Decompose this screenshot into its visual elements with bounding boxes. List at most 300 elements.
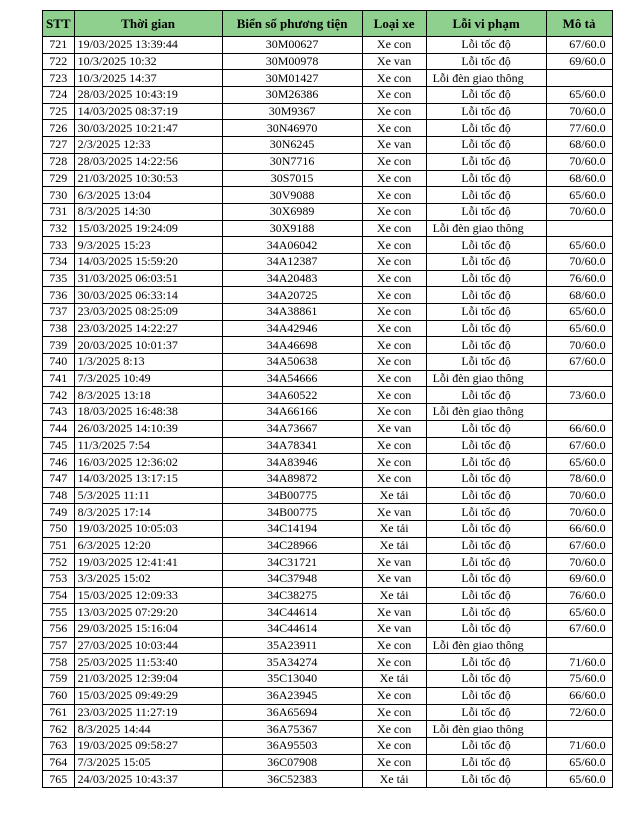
stt-cell: 727	[43, 137, 75, 154]
table-row	[43, 771, 613, 788]
violation-cell: Lỗi đèn giao thông	[426, 637, 546, 654]
table-row	[43, 387, 613, 404]
description-cell: 73/60.0	[546, 387, 612, 404]
description-cell: 70/60.0	[546, 487, 612, 504]
vehicle-type-cell: Xe con	[362, 153, 426, 170]
violation-cell: Lỗi đèn giao thông	[426, 404, 546, 421]
stt-cell: 732	[43, 220, 75, 237]
violation-cell: Lỗi tốc độ	[426, 53, 546, 70]
description-cell: 65/60.0	[546, 604, 612, 621]
vehicle-type-cell: Xe van	[362, 621, 426, 638]
stt-cell: 744	[43, 420, 75, 437]
time-cell: 30/03/2025 10:21:47	[74, 120, 222, 137]
table-row	[43, 504, 613, 521]
plate-cell: 34C38275	[222, 587, 362, 604]
vehicle-type-cell: Xe tải	[362, 771, 426, 788]
violation-cell: Lỗi tốc độ	[426, 571, 546, 588]
time-cell: 26/03/2025 14:10:39	[74, 420, 222, 437]
header-description: Mô tả	[546, 11, 612, 37]
vehicle-type-cell: Xe con	[362, 354, 426, 371]
description-cell: 66/60.0	[546, 420, 612, 437]
table-row	[43, 420, 613, 437]
time-cell: 9/3/2025 15:23	[74, 237, 222, 254]
plate-cell: 34B00775	[222, 504, 362, 521]
table-row	[43, 370, 613, 387]
description-cell: 68/60.0	[546, 170, 612, 187]
vehicle-type-cell: Xe tải	[362, 671, 426, 688]
table-row	[43, 637, 613, 654]
time-cell: 28/03/2025 10:43:19	[74, 87, 222, 104]
vehicle-type-cell: Xe con	[362, 203, 426, 220]
table-row	[43, 604, 613, 621]
violations-table-container	[42, 10, 613, 788]
description-cell: 65/60.0	[546, 187, 612, 204]
plate-cell: 34C44614	[222, 604, 362, 621]
description-cell: 75/60.0	[546, 671, 612, 688]
stt-cell: 764	[43, 754, 75, 771]
plate-cell: 30N6245	[222, 137, 362, 154]
stt-cell: 734	[43, 253, 75, 270]
violation-cell: Lỗi tốc độ	[426, 654, 546, 671]
plate-cell: 36A75367	[222, 721, 362, 738]
violation-cell: Lỗi tốc độ	[426, 354, 546, 371]
time-cell: 15/03/2025 12:09:33	[74, 587, 222, 604]
header-stt: STT	[43, 11, 75, 37]
vehicle-type-cell: Xe con	[362, 120, 426, 137]
violation-cell: Lỗi tốc độ	[426, 103, 546, 120]
table-row	[43, 571, 613, 588]
violation-cell: Lỗi tốc độ	[426, 420, 546, 437]
plate-cell: 34A50638	[222, 354, 362, 371]
time-cell: 8/3/2025 14:30	[74, 203, 222, 220]
violation-cell: Lỗi tốc độ	[426, 537, 546, 554]
time-cell: 14/03/2025 08:37:19	[74, 103, 222, 120]
description-cell: 70/60.0	[546, 103, 612, 120]
stt-cell: 724	[43, 87, 75, 104]
violation-cell: Lỗi tốc độ	[426, 621, 546, 638]
description-cell	[546, 637, 612, 654]
stt-cell: 747	[43, 470, 75, 487]
description-cell: 72/60.0	[546, 704, 612, 721]
vehicle-type-cell: Xe con	[362, 37, 426, 54]
stt-cell: 731	[43, 203, 75, 220]
table-row	[43, 103, 613, 120]
stt-cell: 741	[43, 370, 75, 387]
stt-cell: 748	[43, 487, 75, 504]
stt-cell: 735	[43, 270, 75, 287]
time-cell: 15/03/2025 19:24:09	[74, 220, 222, 237]
violation-cell: Lỗi tốc độ	[426, 287, 546, 304]
description-cell: 78/60.0	[546, 470, 612, 487]
description-cell: 70/60.0	[546, 337, 612, 354]
vehicle-type-cell: Xe con	[362, 287, 426, 304]
description-cell: 70/60.0	[546, 554, 612, 571]
violation-cell: Lỗi đèn giao thông	[426, 370, 546, 387]
violation-cell: Lỗi tốc độ	[426, 253, 546, 270]
plate-cell: 34A20483	[222, 270, 362, 287]
description-cell	[546, 721, 612, 738]
stt-cell: 736	[43, 287, 75, 304]
vehicle-type-cell: Xe con	[362, 470, 426, 487]
plate-cell: 30M00627	[222, 37, 362, 54]
vehicle-type-cell: Xe tải	[362, 487, 426, 504]
description-cell: 71/60.0	[546, 737, 612, 754]
plate-cell: 30N7716	[222, 153, 362, 170]
description-cell: 67/60.0	[546, 437, 612, 454]
header-violation: Lỗi vi phạm	[426, 11, 546, 37]
plate-cell: 34C28966	[222, 537, 362, 554]
violation-cell: Lỗi đèn giao thông	[426, 70, 546, 87]
stt-cell: 758	[43, 654, 75, 671]
description-cell: 69/60.0	[546, 53, 612, 70]
description-cell: 67/60.0	[546, 37, 612, 54]
description-cell: 70/60.0	[546, 153, 612, 170]
vehicle-type-cell: Xe van	[362, 554, 426, 571]
table-row	[43, 87, 613, 104]
table-row	[43, 220, 613, 237]
vehicle-type-cell: Xe van	[362, 604, 426, 621]
vehicle-type-cell: Xe van	[362, 504, 426, 521]
time-cell: 24/03/2025 10:43:37	[74, 771, 222, 788]
violation-cell: Lỗi tốc độ	[426, 187, 546, 204]
stt-cell: 752	[43, 554, 75, 571]
table-row	[43, 287, 613, 304]
stt-cell: 751	[43, 537, 75, 554]
vehicle-type-cell: Xe con	[362, 103, 426, 120]
table-row	[43, 53, 613, 70]
violation-cell: Lỗi tốc độ	[426, 470, 546, 487]
table-row	[43, 687, 613, 704]
stt-cell: 765	[43, 771, 75, 788]
stt-cell: 759	[43, 671, 75, 688]
stt-cell: 757	[43, 637, 75, 654]
plate-cell: 34A38861	[222, 304, 362, 321]
time-cell: 7/3/2025 10:49	[74, 370, 222, 387]
violation-cell: Lỗi tốc độ	[426, 304, 546, 321]
vehicle-type-cell: Xe tải	[362, 537, 426, 554]
stt-cell: 750	[43, 520, 75, 537]
plate-cell: 35A34274	[222, 654, 362, 671]
plate-cell: 34A73667	[222, 420, 362, 437]
table-row	[43, 671, 613, 688]
time-cell: 13/03/2025 07:29:20	[74, 604, 222, 621]
table-row	[43, 470, 613, 487]
vehicle-type-cell: Xe con	[362, 404, 426, 421]
plate-cell: 34A83946	[222, 454, 362, 471]
table-row	[43, 320, 613, 337]
vehicle-type-cell: Xe con	[362, 737, 426, 754]
plate-cell: 36C52383	[222, 771, 362, 788]
table-row	[43, 187, 613, 204]
vehicle-type-cell: Xe con	[362, 454, 426, 471]
description-cell	[546, 404, 612, 421]
plate-cell: 36A95503	[222, 737, 362, 754]
stt-cell: 725	[43, 103, 75, 120]
time-cell: 8/3/2025 17:14	[74, 504, 222, 521]
stt-cell: 760	[43, 687, 75, 704]
time-cell: 1/3/2025 8:13	[74, 354, 222, 371]
plate-cell: 30S7015	[222, 170, 362, 187]
vehicle-type-cell: Xe con	[362, 70, 426, 87]
violation-cell: Lỗi đèn giao thông	[426, 721, 546, 738]
plate-cell: 36C07908	[222, 754, 362, 771]
description-cell: 69/60.0	[546, 571, 612, 588]
description-cell: 66/60.0	[546, 687, 612, 704]
table-row	[43, 654, 613, 671]
description-cell: 68/60.0	[546, 287, 612, 304]
header-time: Thời gian	[74, 11, 222, 37]
time-cell: 19/03/2025 09:58:27	[74, 737, 222, 754]
time-cell: 23/03/2025 14:22:27	[74, 320, 222, 337]
plate-cell: 35A23911	[222, 637, 362, 654]
time-cell: 19/03/2025 10:05:03	[74, 520, 222, 537]
stt-cell: 742	[43, 387, 75, 404]
time-cell: 30/03/2025 06:33:14	[74, 287, 222, 304]
table-body	[43, 37, 613, 788]
time-cell: 23/03/2025 08:25:09	[74, 304, 222, 321]
header-vehicle-type: Loại xe	[362, 11, 426, 37]
description-cell: 76/60.0	[546, 270, 612, 287]
violation-cell: Lỗi tốc độ	[426, 337, 546, 354]
stt-cell: 739	[43, 337, 75, 354]
vehicle-type-cell: Xe van	[362, 571, 426, 588]
table-row	[43, 721, 613, 738]
description-cell	[546, 70, 612, 87]
stt-cell: 763	[43, 737, 75, 754]
plate-cell: 34C44614	[222, 621, 362, 638]
vehicle-type-cell: Xe con	[362, 370, 426, 387]
plate-cell: 34A60522	[222, 387, 362, 404]
plate-cell: 34A06042	[222, 237, 362, 254]
violation-cell: Lỗi đèn giao thông	[426, 220, 546, 237]
violation-cell: Lỗi tốc độ	[426, 504, 546, 521]
table-row	[43, 587, 613, 604]
table-row	[43, 520, 613, 537]
violation-cell: Lỗi tốc độ	[426, 37, 546, 54]
vehicle-type-cell: Xe con	[362, 437, 426, 454]
description-cell: 65/60.0	[546, 320, 612, 337]
description-cell: 67/60.0	[546, 354, 612, 371]
description-cell: 70/60.0	[546, 203, 612, 220]
vehicle-type-cell: Xe con	[362, 687, 426, 704]
time-cell: 14/03/2025 13:17:15	[74, 470, 222, 487]
table-row	[43, 487, 613, 504]
plate-cell: 34C31721	[222, 554, 362, 571]
violation-cell: Lỗi tốc độ	[426, 671, 546, 688]
time-cell: 6/3/2025 12:20	[74, 537, 222, 554]
table-row	[43, 203, 613, 220]
vehicle-type-cell: Xe van	[362, 53, 426, 70]
stt-cell: 756	[43, 621, 75, 638]
description-cell: 68/60.0	[546, 137, 612, 154]
time-cell: 11/3/2025 7:54	[74, 437, 222, 454]
time-cell: 10/3/2025 10:32	[74, 53, 222, 70]
table-row	[43, 754, 613, 771]
stt-cell: 728	[43, 153, 75, 170]
vehicle-type-cell: Xe con	[362, 721, 426, 738]
violation-cell: Lỗi tốc độ	[426, 520, 546, 537]
stt-cell: 721	[43, 37, 75, 54]
header-plate: Biển số phương tiện	[222, 11, 362, 37]
plate-cell: 34A42946	[222, 320, 362, 337]
time-cell: 2/3/2025 12:33	[74, 137, 222, 154]
vehicle-type-cell: Xe tải	[362, 520, 426, 537]
table-row	[43, 70, 613, 87]
vehicle-type-cell: Xe con	[362, 754, 426, 771]
table-row	[43, 337, 613, 354]
table-row	[43, 454, 613, 471]
time-cell: 5/3/2025 11:11	[74, 487, 222, 504]
plate-cell: 30X6989	[222, 203, 362, 220]
plate-cell: 34A89872	[222, 470, 362, 487]
stt-cell: 722	[43, 53, 75, 70]
plate-cell: 30M26386	[222, 87, 362, 104]
stt-cell: 738	[43, 320, 75, 337]
plate-cell: 34C14194	[222, 520, 362, 537]
plate-cell: 35C13040	[222, 671, 362, 688]
stt-cell: 755	[43, 604, 75, 621]
description-cell: 71/60.0	[546, 654, 612, 671]
vehicle-type-cell: Xe con	[362, 637, 426, 654]
time-cell: 15/03/2025 09:49:29	[74, 687, 222, 704]
description-cell: 65/60.0	[546, 454, 612, 471]
time-cell: 25/03/2025 11:53:40	[74, 654, 222, 671]
description-cell: 65/60.0	[546, 771, 612, 788]
plate-cell: 34A66166	[222, 404, 362, 421]
table-row	[43, 354, 613, 371]
vehicle-type-cell: Xe con	[362, 87, 426, 104]
violation-cell: Lỗi tốc độ	[426, 604, 546, 621]
time-cell: 19/03/2025 12:41:41	[74, 554, 222, 571]
time-cell: 16/03/2025 12:36:02	[74, 454, 222, 471]
vehicle-type-cell: Xe van	[362, 137, 426, 154]
violation-cell: Lỗi tốc độ	[426, 87, 546, 104]
table-row	[43, 304, 613, 321]
header-row	[43, 11, 613, 37]
description-cell: 70/60.0	[546, 504, 612, 521]
table-row	[43, 704, 613, 721]
plate-cell: 36A65694	[222, 704, 362, 721]
time-cell: 23/03/2025 11:27:19	[74, 704, 222, 721]
vehicle-type-cell: Xe con	[362, 304, 426, 321]
time-cell: 28/03/2025 14:22:56	[74, 153, 222, 170]
violation-cell: Lỗi tốc độ	[426, 120, 546, 137]
stt-cell: 761	[43, 704, 75, 721]
vehicle-type-cell: Xe con	[362, 337, 426, 354]
description-cell: 77/60.0	[546, 120, 612, 137]
violation-cell: Lỗi tốc độ	[426, 203, 546, 220]
vehicle-type-cell: Xe con	[362, 237, 426, 254]
table-row	[43, 120, 613, 137]
time-cell: 3/3/2025 15:02	[74, 571, 222, 588]
stt-cell: 754	[43, 587, 75, 604]
description-cell	[546, 370, 612, 387]
stt-cell: 733	[43, 237, 75, 254]
stt-cell: 749	[43, 504, 75, 521]
vehicle-type-cell: Xe con	[362, 187, 426, 204]
plate-cell: 34A54666	[222, 370, 362, 387]
vehicle-type-cell: Xe con	[362, 270, 426, 287]
stt-cell: 762	[43, 721, 75, 738]
time-cell: 21/03/2025 12:39:04	[74, 671, 222, 688]
time-cell: 20/03/2025 10:01:37	[74, 337, 222, 354]
description-cell: 66/60.0	[546, 520, 612, 537]
violation-cell: Lỗi tốc độ	[426, 487, 546, 504]
time-cell: 14/03/2025 15:59:20	[74, 253, 222, 270]
description-cell	[546, 220, 612, 237]
table-row	[43, 621, 613, 638]
time-cell: 21/03/2025 10:30:53	[74, 170, 222, 187]
vehicle-type-cell: Xe con	[362, 253, 426, 270]
plate-cell: 34A46698	[222, 337, 362, 354]
table-row	[43, 253, 613, 270]
violations-table	[42, 10, 613, 788]
time-cell: 7/3/2025 15:05	[74, 754, 222, 771]
vehicle-type-cell: Xe con	[362, 387, 426, 404]
vehicle-type-cell: Xe con	[362, 704, 426, 721]
table-row	[43, 37, 613, 54]
violation-cell: Lỗi tốc độ	[426, 237, 546, 254]
stt-cell: 726	[43, 120, 75, 137]
violation-cell: Lỗi tốc độ	[426, 704, 546, 721]
description-cell: 65/60.0	[546, 237, 612, 254]
table-row	[43, 153, 613, 170]
stt-cell: 743	[43, 404, 75, 421]
vehicle-type-cell: Xe con	[362, 320, 426, 337]
stt-cell: 723	[43, 70, 75, 87]
time-cell: 19/03/2025 13:39:44	[74, 37, 222, 54]
violation-cell: Lỗi tốc độ	[426, 320, 546, 337]
table-row	[43, 237, 613, 254]
description-cell: 65/60.0	[546, 87, 612, 104]
stt-cell: 746	[43, 454, 75, 471]
violation-cell: Lỗi tốc độ	[426, 137, 546, 154]
stt-cell: 753	[43, 571, 75, 588]
violation-cell: Lỗi tốc độ	[426, 754, 546, 771]
time-cell: 18/03/2025 16:48:38	[74, 404, 222, 421]
violation-cell: Lỗi tốc độ	[426, 737, 546, 754]
description-cell: 65/60.0	[546, 754, 612, 771]
violation-cell: Lỗi tốc độ	[426, 454, 546, 471]
plate-cell: 34A20725	[222, 287, 362, 304]
description-cell: 65/60.0	[546, 304, 612, 321]
plate-cell: 34A78341	[222, 437, 362, 454]
table-row	[43, 554, 613, 571]
table-row	[43, 404, 613, 421]
vehicle-type-cell: Xe van	[362, 420, 426, 437]
plate-cell: 34A12387	[222, 253, 362, 270]
plate-cell: 34B00775	[222, 487, 362, 504]
violation-cell: Lỗi tốc độ	[426, 170, 546, 187]
vehicle-type-cell: Xe tải	[362, 587, 426, 604]
plate-cell: 30X9188	[222, 220, 362, 237]
plate-cell: 34C37948	[222, 571, 362, 588]
violation-cell: Lỗi tốc độ	[426, 270, 546, 287]
stt-cell: 745	[43, 437, 75, 454]
vehicle-type-cell: Xe con	[362, 654, 426, 671]
violation-cell: Lỗi tốc độ	[426, 771, 546, 788]
table-row	[43, 170, 613, 187]
time-cell: 8/3/2025 14:44	[74, 721, 222, 738]
description-cell: 70/60.0	[546, 253, 612, 270]
stt-cell: 730	[43, 187, 75, 204]
violation-cell: Lỗi tốc độ	[426, 437, 546, 454]
violation-cell: Lỗi tốc độ	[426, 687, 546, 704]
time-cell: 27/03/2025 10:03:44	[74, 637, 222, 654]
plate-cell: 30M01427	[222, 70, 362, 87]
plate-cell: 30M00978	[222, 53, 362, 70]
plate-cell: 36A23945	[222, 687, 362, 704]
